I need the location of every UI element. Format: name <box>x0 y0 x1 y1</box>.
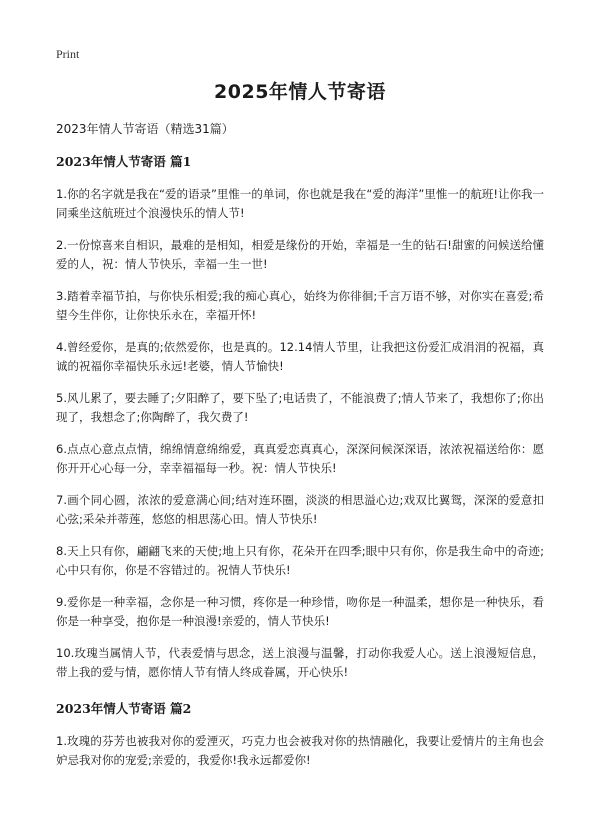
document-subtitle: 2023年情人节寄语（精选31篇） <box>56 122 234 136</box>
section-2 <box>56 700 544 770</box>
paragraph: 6.点点心意点点情，绵绵情意绵绵爱，真真爱恋真真心，深深问候深深语，浓浓祝福送给你：愿你开开心心每一分，幸幸福福每一秒。祝：情人节快乐! <box>56 442 544 475</box>
paragraph: 5.风儿累了，要去睡了;夕阳醉了，要下坠了;电话贵了，不能浪费了;情人节来了，我想你了;你出现了，我想念了;你陶醉了，我欠费了! <box>56 391 544 424</box>
paragraph: 8.天上只有你，翩翩飞来的天使;地上只有你，花朵开在四季;眼中只有你，你是我生命中的奇迹;心中只有你，你是不容错过的。祝情人节快乐! <box>56 544 544 577</box>
paragraph: 10.玫瑰当属情人节，代表爱情与思念，送上浪漫与温馨，打动你我爱人心。送上浪漫短信息，带上我的爱与情，愿你情人节有情人终成眷属，开心快乐! <box>56 646 544 679</box>
paragraph: 4.曾经爱你，是真的;依然爱你，也是真的。12.14情人节里，让我把这份爱汇成涓涓的祝福，真诚的祝福你幸福快乐永远!老婆，情人节愉快! <box>56 340 544 373</box>
paragraph: 2.一份惊喜来自相识，最难的是相知，相爱是缘份的开始，幸福是一生的钻石!甜蜜的问候送给懂爱的人，祝：情人节快乐，幸福一生一世! <box>56 238 544 271</box>
paragraph: 3.踏着幸福节拍，与你快乐相爱;我的痴心真心，始终为你徘徊;千言万语不够，对你实在喜爱;希望今生伴你，让你快乐永在，幸福开怀! <box>56 289 544 322</box>
section-heading: 2023年情人节寄语 篇2 <box>56 701 192 716</box>
paragraph: 7.画个同心圆，浓浓的爱意满心间;结对连环圈，淡淡的相思溢心边;戏双比翼鸳，深深的爱意扣心弦;采朵并蒂莲，悠悠的相思荡心田。情人节快乐! <box>56 493 544 526</box>
document-title: 2025年情人节寄语 <box>214 81 386 103</box>
paragraph: 9.爱你是一种幸福，念你是一种习惯，疼你是一种珍惜，吻你是一种温柔，想你是一种快乐，看你是一种享受，抱你是一种浪漫!亲爱的，情人节快乐! <box>56 595 544 628</box>
section-1 <box>56 153 544 682</box>
paragraph: 1.玫瑰的芬芳也被我对你的爱湮灭，巧克力也会被我对你的热情融化，我要让爱情片的主角也会妒忌我对你的宠爱;亲爱的，我爱你!我永远都爱你! <box>56 734 544 767</box>
section-heading: 2023年情人节寄语 篇1 <box>56 154 192 169</box>
paragraph: 1.你的名字就是我在“爱的语录”里惟一的单词，你也就是我在“爱的海洋”里惟一的航班!让你我一同乘坐这航班过个浪漫快乐的情人节! <box>56 187 544 220</box>
print-link[interactable]: Print <box>56 47 80 61</box>
document-body <box>56 153 544 770</box>
